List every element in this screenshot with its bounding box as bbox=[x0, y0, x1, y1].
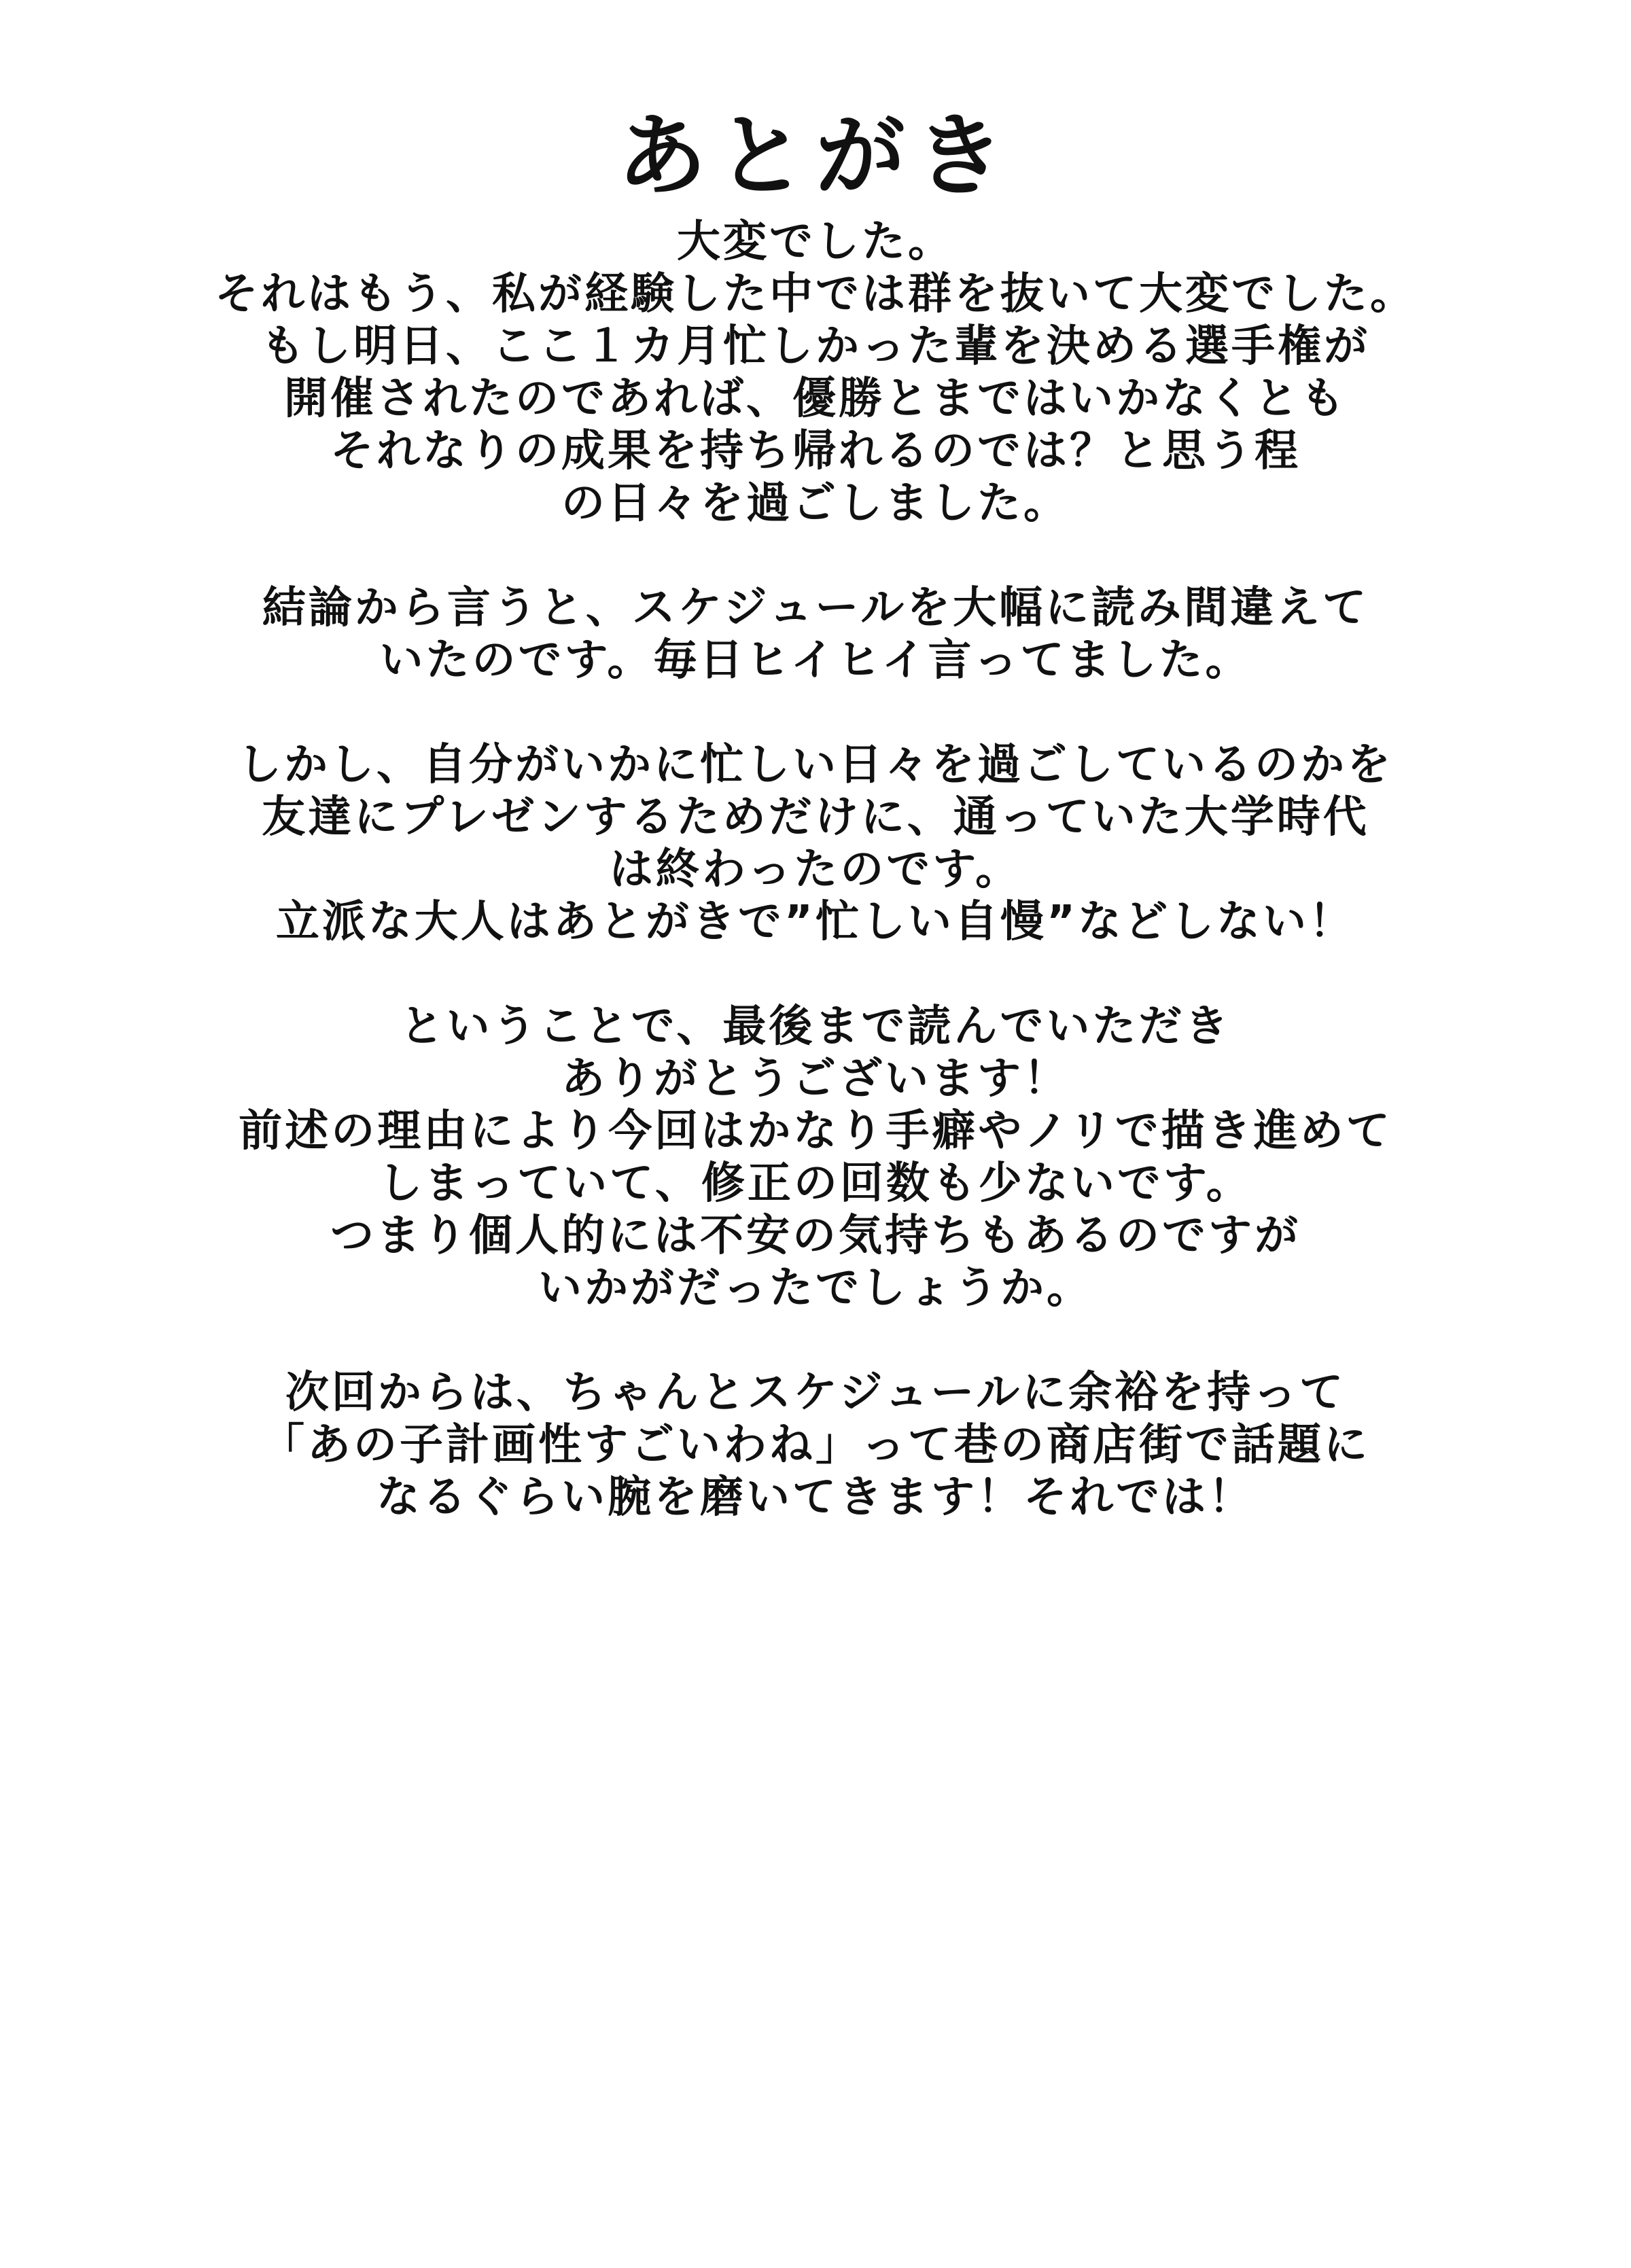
page-title: あとがき bbox=[617, 103, 1014, 209]
text-line: 「あの子計画性すごいわね」って巷の商店街で話題に bbox=[261, 1420, 1370, 1470]
text-line: いたのです。毎日ヒイヒイ言ってました。 bbox=[379, 635, 1252, 686]
paragraph-5 bbox=[0, 1367, 1631, 1524]
text-line: の日々を過ごしました。 bbox=[561, 478, 1070, 529]
text-line: もし明日、ここ１カ月忙しかった輩を決める選手権が bbox=[261, 321, 1370, 372]
text-line: しまっていて、修正の回数も少ないです。 bbox=[379, 1158, 1252, 1209]
text-line: いかがだったでしょうか。 bbox=[538, 1263, 1093, 1313]
text-line: それはもう、私が経験した中では群を抜いて大変でした。 bbox=[215, 269, 1416, 319]
text-line: 大変でした。 bbox=[677, 217, 954, 267]
paragraph-2 bbox=[0, 582, 1631, 687]
paragraph-3 bbox=[0, 739, 1631, 949]
paragraph-1 bbox=[0, 216, 1631, 530]
text-line: しかし、自分がいかに忙しい日々を過ごしているのかを bbox=[238, 740, 1393, 790]
text-line: 次回からは、ちゃんとスケジュールに余裕を持って bbox=[285, 1368, 1346, 1418]
text-line: 開催されたのであれば、優勝とまではいかなくとも bbox=[284, 374, 1347, 424]
text-line: 友達にプレゼンするためだけに、通っていた大学時代 bbox=[262, 792, 1369, 843]
paragraph-4 bbox=[0, 1001, 1631, 1315]
text-line: 結論から言うと、スケジュールを大幅に読み間違えて bbox=[262, 583, 1369, 633]
text-line: なるぐらい腕を磨いてきます！それでは！ bbox=[376, 1472, 1255, 1523]
text-line: 前述の理由により今回はかなり手癖やノリで描き進めて bbox=[239, 1106, 1392, 1156]
afterword-body bbox=[0, 216, 1631, 1576]
text-line: ありがとうございます！ bbox=[561, 1054, 1070, 1104]
text-line: それなりの成果を持ち帰れるのでは？と思う程 bbox=[330, 426, 1301, 476]
text-line: 立派な大人はあとがきで”忙しい自慢”などしない！ bbox=[275, 897, 1356, 947]
text-line: ということで、最後まで読んでいただき bbox=[400, 1002, 1231, 1052]
text-line: は終わったのです。 bbox=[609, 845, 1022, 895]
text-line: つまり個人的には不安の気持ちもあるのですが bbox=[330, 1211, 1301, 1261]
